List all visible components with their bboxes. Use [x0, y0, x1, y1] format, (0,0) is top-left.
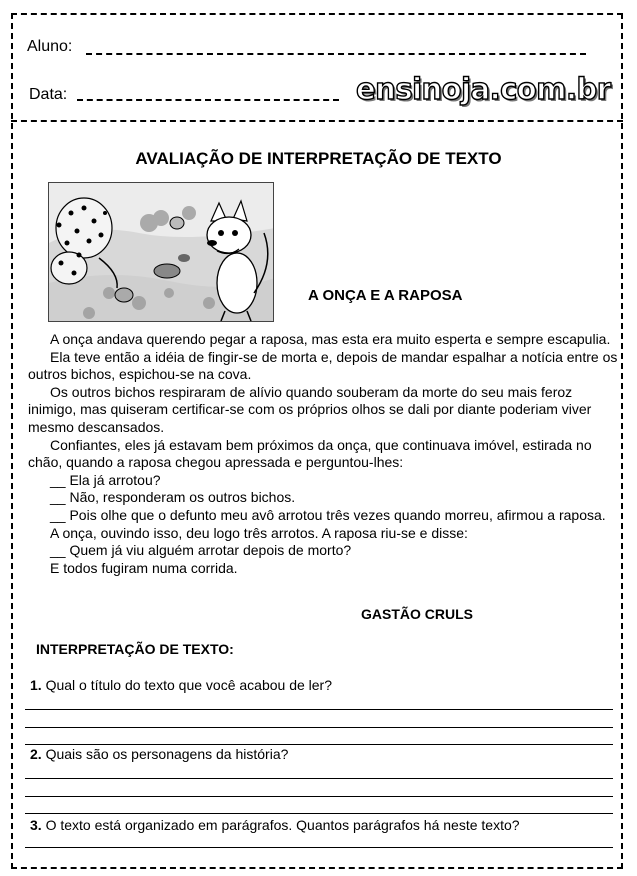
answer-line[interactable]: [25, 744, 613, 745]
story-illustration: [48, 182, 274, 322]
story-paragraph: Confiantes, eles já estavam bem próximos da onça, que continuava imóvel, estirada no chão, quando a raposa chegou apressada e perguntou-lhes:: [28, 436, 592, 471]
story-paragraph: A onça andava querendo pegar a raposa, mas esta era muito esperta e sempre escapulia.: [50, 331, 611, 347]
story-text: [28, 331, 620, 577]
question-number: 1.: [30, 677, 42, 693]
student-name-label: Aluno:: [27, 38, 73, 55]
story-paragraph: E todos fugiram numa corrida.: [50, 559, 238, 576]
story-author: GASTÃO CRULS: [361, 606, 473, 622]
story-dialogue-line: __ Ela já arrotou?: [50, 471, 161, 488]
student-name-line[interactable]: [86, 53, 586, 55]
story-dialogue-line: __ Não, responderam os outros bichos.: [50, 489, 296, 506]
answer-line[interactable]: [25, 796, 613, 797]
story-paragraph: Ela teve então a idéia de fingir-se de morta e, depois de mandar espalhar a notícia entre os outros bichos, espichou-se na cova.: [28, 348, 618, 383]
date-line[interactable]: [77, 99, 339, 101]
story-paragraph: A onça, ouvindo isso, deu logo três arrotos. A raposa riu-se e disse:: [50, 524, 468, 541]
question-2: [30, 746, 288, 762]
answer-line[interactable]: [25, 847, 613, 848]
question-text: Qual o título do texto que você acabou de ler?: [45, 677, 332, 693]
question-number: 2.: [30, 746, 42, 762]
date-label: Data:: [29, 86, 68, 103]
question-number: 3.: [30, 817, 42, 833]
answer-line[interactable]: [25, 778, 613, 779]
story-title: A ONÇA E A RAPOSA: [308, 287, 463, 304]
question-1: [30, 677, 332, 693]
page-title: AVALIAÇÃO DE INTERPRETAÇÃO DE TEXTO: [135, 149, 502, 168]
question-3: [30, 817, 520, 833]
story-dialogue-line: __ Pois olhe que o defunto meu avô arrotou três vezes quando morreu, afirmou a raposa.: [50, 506, 606, 523]
answer-line[interactable]: [25, 709, 613, 710]
story-paragraph: Os outros bichos respiraram de alívio quando souberam da morte do seu mais feroz inimigo, mas quiseram certificar-se com os próprios olhos se dali por diante poderiam viver mesmo descansados.: [28, 383, 592, 435]
question-text: Quais são os personagens da história?: [45, 746, 289, 762]
story-dialogue-line: __ Quem já viu alguém arrotar depois de morto?: [50, 542, 352, 559]
jaguar-fox-scene-illustration: [49, 183, 274, 322]
answer-line[interactable]: [25, 727, 613, 728]
interpretation-heading: INTERPRETAÇÃO DE TEXTO:: [36, 641, 234, 657]
answer-line[interactable]: [25, 813, 613, 814]
header-divider: [11, 120, 623, 122]
question-text: O texto está organizado em parágrafos. Quantos parágrafos há neste texto?: [45, 817, 520, 833]
site-logo: ensinoja.com.br: [356, 72, 611, 106]
